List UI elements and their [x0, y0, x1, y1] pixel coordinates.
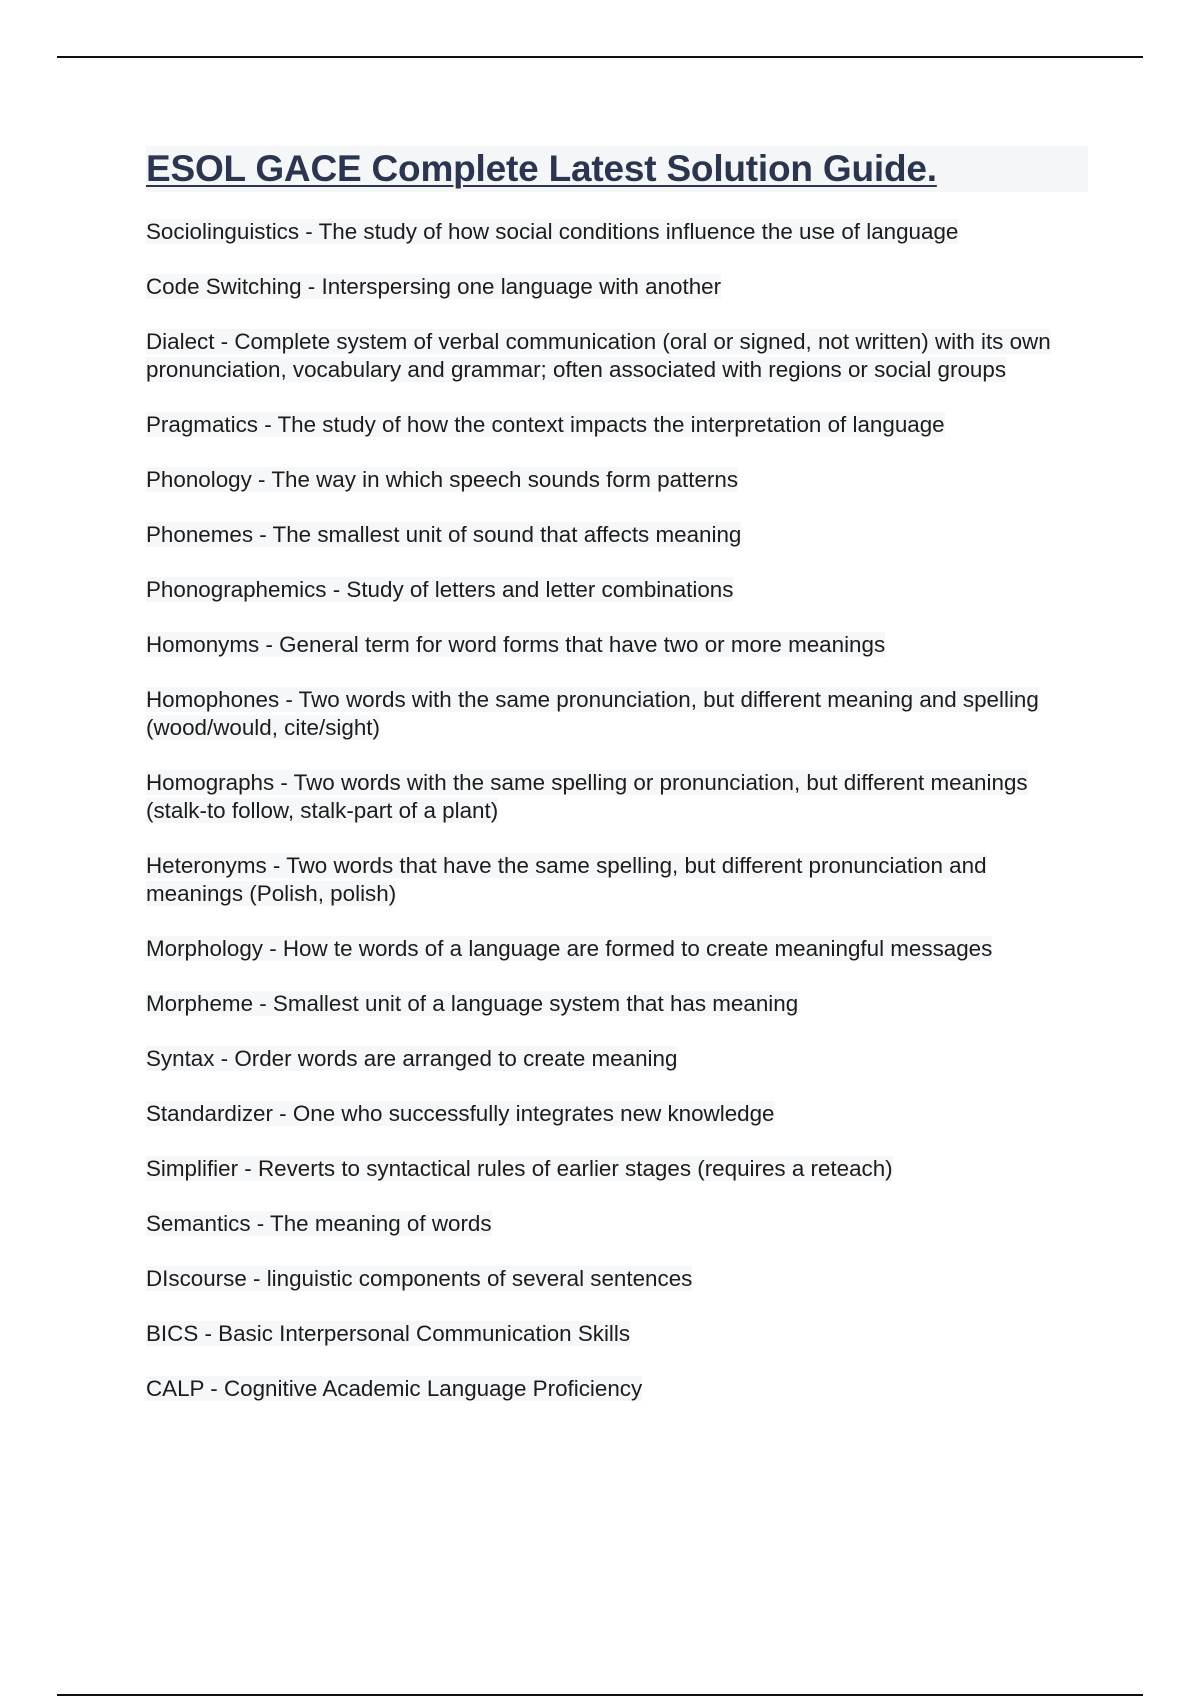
term-text: Morpheme - Smallest unit of a language system that has meaning: [146, 991, 799, 1016]
term-entry: [146, 631, 1088, 659]
term-text: BICS - Basic Interpersonal Communication Skills: [146, 1321, 631, 1346]
term-text: Sociolinguistics - The study of how social conditions influence the use of language: [146, 219, 959, 244]
term-entry: [146, 935, 1088, 963]
term-text: Homonyms - General term for word forms that have two or more meanings: [146, 632, 886, 657]
document-title: ESOL GACE Complete Latest Solution Guide.: [146, 148, 937, 189]
term-entry: [146, 1265, 1088, 1293]
title-bar: [146, 146, 1088, 192]
term-text: Phonemes - The smallest unit of sound that affects meaning: [146, 522, 742, 547]
term-entry: [146, 1320, 1088, 1348]
term-entry: [146, 466, 1088, 494]
term-text: Simplifier - Reverts to syntactical rules of earlier stages (requires a reteach): [146, 1156, 893, 1181]
term-text: Semantics - The meaning of words: [146, 1211, 492, 1236]
term-entry: [146, 686, 1088, 742]
term-entry: [146, 576, 1088, 604]
term-entry: [146, 411, 1088, 439]
term-text: Standardizer - One who successfully integrates new knowledge: [146, 1101, 775, 1126]
term-text: Phonographemics - Study of letters and letter combinations: [146, 577, 734, 602]
term-entry: [146, 1375, 1088, 1403]
term-text: Heteronyms - Two words that have the same spelling, but different pronunciation and meanings (Polish, polish): [146, 853, 987, 906]
term-text: Pragmatics - The study of how the context impacts the interpretation of language: [146, 412, 945, 437]
term-text: Code Switching - Interspersing one language with another: [146, 274, 722, 299]
term-text: DIscourse - linguistic components of several sentences: [146, 1266, 693, 1291]
term-text: Morphology - How te words of a language are formed to create meaningful messages: [146, 936, 993, 961]
bottom-rule: [57, 1694, 1143, 1696]
term-entry: [146, 1100, 1088, 1128]
term-entry: [146, 769, 1088, 825]
term-text: Phonology - The way in which speech sounds form patterns: [146, 467, 739, 492]
term-entry: [146, 328, 1088, 384]
document-body: [146, 146, 1088, 1430]
term-text: CALP - Cognitive Academic Language Proficiency: [146, 1376, 643, 1401]
term-entry: [146, 1210, 1088, 1238]
term-entry: [146, 852, 1088, 908]
term-entry: [146, 273, 1088, 301]
term-text: Dialect - Complete system of verbal communication (oral or signed, not written) with its own pronunciation, vocabulary and grammar; often associated with regions or social groups: [146, 329, 1051, 382]
term-entry: [146, 218, 1088, 246]
term-text: Homographs - Two words with the same spelling or pronunciation, but different meanings (stalk-to follow, stalk-part of a plant): [146, 770, 1028, 823]
term-text: Syntax - Order words are arranged to create meaning: [146, 1046, 678, 1071]
term-entry: [146, 990, 1088, 1018]
term-text: Homophones - Two words with the same pronunciation, but different meaning and spelling (wood/would, cite/sight): [146, 687, 1039, 740]
term-entry: [146, 1045, 1088, 1073]
term-entry: [146, 521, 1088, 549]
top-rule: [57, 56, 1143, 58]
term-entry: [146, 1155, 1088, 1183]
term-list: [146, 218, 1088, 1403]
